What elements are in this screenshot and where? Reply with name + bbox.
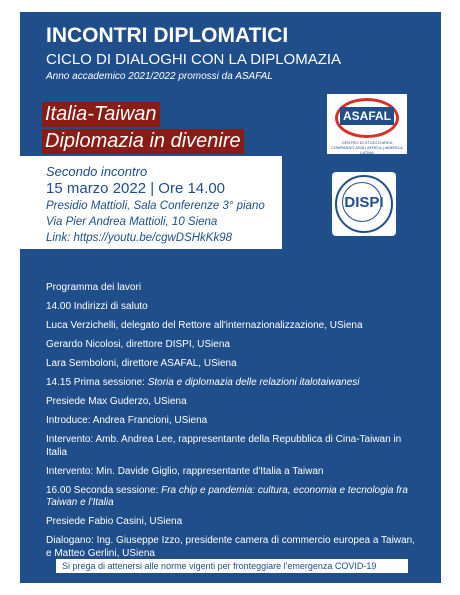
- program-item: [46, 320, 418, 333]
- program-item-text: Presiede Fabio Casini, USiena: [46, 516, 183, 527]
- program-item: [46, 377, 418, 390]
- headline-line-2: Diplomazia in divenire: [42, 129, 244, 154]
- subtitle: CICLO DI DIALOGHI CON LA DIPLOMAZIA: [46, 51, 342, 68]
- event-link[interactable]: Link: https://youtu.be/cgwDSHkKk98: [46, 232, 233, 244]
- program-list: [46, 282, 418, 567]
- program-item-text: Intervento: Amb. Andrea Lee, rappresentante della Repubblica di Cina-Taiwan in Italia: [46, 434, 402, 458]
- program-item: [46, 339, 418, 352]
- program-item: [46, 535, 418, 560]
- program-item: [46, 358, 418, 371]
- program-item: [46, 485, 418, 510]
- program-item-text: 14.15 Prima sessione:: [46, 377, 148, 388]
- program-item-text: Introduce: Andrea Francioni, USiena: [46, 415, 208, 426]
- program-item-text: 16.00 Seconda sessione:: [46, 484, 162, 496]
- program-item: [46, 415, 418, 428]
- program-item: [46, 516, 418, 529]
- program-item-title: Fra chip e pandemia: cultura, economia e tecnologia fra Taiwan e l'Italia: [46, 484, 408, 508]
- asafal-logo-subtext: CENTRO DI STUDI D'AREA COMPARATI ASIA | AFRICA | AMERICA LATINA: [331, 140, 403, 155]
- covid-notice: Si prega di attenersi alle norme vigenti per fronteggiare l'emergenza COVID-19: [56, 559, 408, 573]
- program-item: [46, 434, 418, 459]
- program-item-text: Lara Semboloni, direttore ASAFAL, USiena: [46, 358, 237, 369]
- poster: [20, 12, 441, 583]
- event-date-time: 15 marzo 2022 | Ore 14.00: [46, 180, 226, 197]
- program-item: [46, 396, 418, 409]
- event-venue: Presidio Mattioli, Sala Conferenze 3° piano: [46, 200, 265, 212]
- event-session: Secondo incontro: [46, 164, 148, 179]
- program-item-text: Intervento: Min. Davide Giglio, rappresentante d'Italia a Taiwan: [46, 465, 324, 477]
- asafal-logo-text: ASAFAL: [340, 107, 394, 125]
- program-item-title: Storia e diplomazia delle relazioni italotaiwanesi: [147, 377, 360, 388]
- program-item: [46, 301, 418, 314]
- program-item-text: Presiede Max Guderzo, USiena: [46, 396, 187, 407]
- program-item-text: 14.00 Indirizzi di saluto: [46, 301, 148, 312]
- dispi-logo: [332, 172, 396, 236]
- academic-year: Anno accademico 2021/2022 promossi da ASAFAL: [46, 71, 273, 82]
- page-title: INCONTRI DIPLOMATICI: [46, 24, 289, 47]
- program-item: [46, 282, 418, 295]
- event-address: Via Pier Andrea Mattioli, 10 Siena: [46, 216, 218, 228]
- program-item-text: Dialogano: Ing. Giuseppe Izzo, presidente camera di commercio europea a Taiwan, e Matteo Gerlini, USiena: [46, 535, 415, 559]
- program-item: [46, 466, 418, 479]
- program-item-text: Luca Verzichelli, delegato del Rettore all'internazionalizzazione, USiena: [46, 320, 363, 331]
- asafal-logo: [325, 92, 409, 156]
- headline-line-1: Italia-Taiwan: [42, 102, 160, 127]
- dispi-logo-text: DISPI: [344, 194, 384, 211]
- program-item-text: Gerardo Nicolosi, direttore DISPI, USiena: [46, 339, 230, 350]
- program-item-text: Programma dei lavori: [46, 282, 142, 293]
